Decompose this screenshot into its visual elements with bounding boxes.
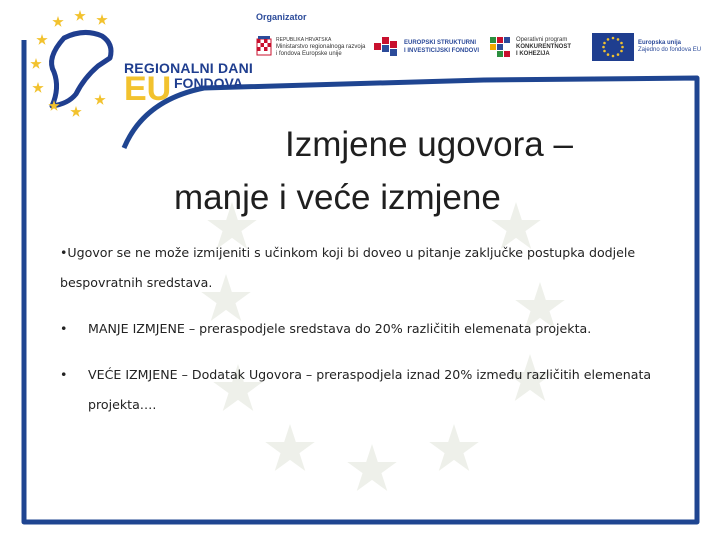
logo-fondova: FONDOVA bbox=[174, 75, 243, 91]
esif-logo bbox=[374, 30, 479, 64]
title-line2: manje i veće izmjene bbox=[174, 178, 501, 217]
opkk-mosaic-icon bbox=[490, 35, 512, 59]
bullet-item bbox=[60, 314, 690, 344]
bullet-text: VEĆE IZMJENE – Dodatak Ugovora – preraspodjela iznad 20% između različitih elemenata projekta…. bbox=[88, 367, 652, 412]
esif-mosaic-icon bbox=[374, 35, 400, 59]
bullet-text: MANJE IZMJENE – preraspodjele sredstava do 20% različitih elemenata projekta. bbox=[88, 321, 592, 336]
opkk-line3: I KOHEZIJA bbox=[516, 50, 550, 57]
regional-days-logo bbox=[24, 8, 254, 118]
bullet-marker: • bbox=[60, 321, 68, 336]
slide-body bbox=[60, 238, 690, 420]
esif-line2: I INVESTICIJSKI FONDOVI bbox=[404, 48, 480, 54]
opkk-line2: KONKURENTNOST bbox=[516, 43, 571, 50]
title-line1: Izmjene ugovora – bbox=[285, 125, 573, 164]
croatian-coat-of-arms-icon bbox=[256, 36, 272, 58]
opkk-line1: Operativni program bbox=[516, 36, 568, 43]
slide-title bbox=[120, 118, 660, 224]
esif-line1: EUROPSKI STRUKTURNI bbox=[404, 40, 477, 46]
ministry-line1: REPUBLIKA HRVATSKA bbox=[276, 36, 332, 43]
eu-line2: Zajedno do fondova EU bbox=[638, 47, 702, 53]
ministry-logo bbox=[256, 30, 365, 64]
eu-flag-logo bbox=[592, 30, 701, 64]
ministry-line2: Ministarstvo regionalnoga razvoja bbox=[276, 43, 366, 50]
logo-eu: EU bbox=[124, 70, 172, 108]
organizator-label: Organizator bbox=[256, 12, 307, 22]
eu-line1: Europska unija bbox=[638, 40, 682, 46]
bullet-marker: • bbox=[60, 367, 68, 382]
opkk-logo bbox=[490, 30, 571, 64]
eu-flag-icon bbox=[592, 33, 634, 61]
intro-paragraph: •Ugovor se ne može izmijeniti s učinkom koji bi doveo u pitanje zaključke postupka dodjele bespovratnih sredstava. bbox=[60, 245, 636, 290]
ministry-line3: i fondova Europske unije bbox=[276, 50, 342, 57]
logo-line1: REGIONALNI DANI bbox=[124, 60, 253, 76]
bullet-item bbox=[60, 360, 690, 420]
